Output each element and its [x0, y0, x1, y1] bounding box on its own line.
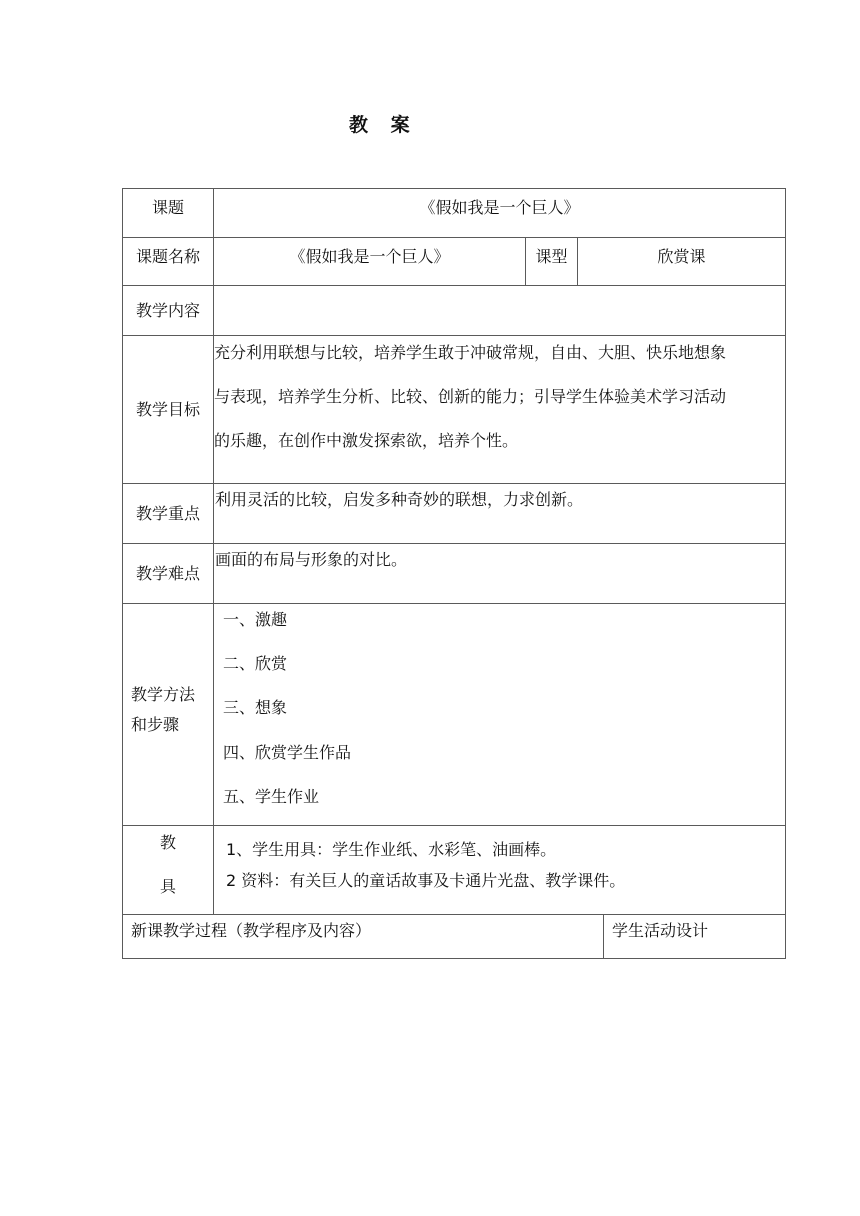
step-item: 三、想象 — [223, 698, 288, 717]
content-value-cell — [213, 285, 786, 336]
topic-name-value: 《假如我是一个巨人》 — [289, 247, 450, 266]
tools-line: 1、学生用具：学生作业纸、水彩笔、油画棒。 — [226, 840, 557, 859]
document-title: 教 案 — [349, 114, 418, 136]
difficulty-value: 画面的布局与形象的对比。 — [215, 550, 408, 569]
topic-value-cell — [213, 188, 786, 238]
topic-label-cell — [122, 188, 214, 238]
tools-label-line1: 教 — [160, 833, 177, 852]
step-item: 四、欣赏学生作品 — [223, 743, 352, 762]
step-item: 一、激趣 — [223, 610, 288, 629]
method-steps-cell — [213, 603, 786, 826]
goal-label-cell — [122, 335, 214, 484]
goal-line: 的乐趣，在创作中激发探索欲，培养个性。 — [214, 431, 519, 450]
difficulty-label: 教学难点 — [135, 563, 200, 583]
tools-label-cell — [122, 825, 214, 915]
topic-value: 《假如我是一个巨人》 — [419, 198, 580, 217]
type-label: 课型 — [535, 247, 568, 266]
key-label-cell — [122, 483, 214, 544]
topic-name-label: 课题名称 — [135, 247, 200, 266]
method-label-line2: 和步骤 — [131, 715, 180, 734]
topic-label: 课题 — [151, 198, 184, 217]
method-label-line1: 教学方法 — [131, 685, 196, 704]
goal-value-cell — [213, 335, 786, 484]
content-label-cell — [122, 285, 214, 336]
goal-label: 教学目标 — [135, 399, 200, 419]
step-item: 五、学生作业 — [223, 787, 320, 806]
activity-label: 学生活动设计 — [612, 921, 709, 940]
tools-value-cell — [213, 825, 786, 915]
goal-line: 充分利用联想与比较，培养学生敢于冲破常规，自由、大胆、快乐地想象 — [214, 343, 727, 362]
difficulty-value-cell — [213, 543, 786, 604]
content-label: 教学内容 — [135, 300, 200, 320]
type-value-cell — [577, 237, 786, 286]
type-value: 欣赏课 — [657, 247, 706, 266]
type-label-cell — [525, 237, 578, 286]
key-label: 教学重点 — [135, 503, 200, 523]
goal-line: 与表现，培养学生分析、比较、创新的能力；引导学生体验美术学习活动 — [214, 387, 727, 406]
process-label: 新课教学过程（教学程序及内容） — [131, 921, 372, 940]
tools-line: 2 资料：有关巨人的童话故事及卡通片光盘、教学课件。 — [226, 871, 626, 890]
activity-label-cell — [603, 914, 786, 959]
key-value-cell — [213, 483, 786, 544]
step-item: 二、欣赏 — [223, 654, 288, 673]
difficulty-label-cell — [122, 543, 214, 604]
topic-name-value-cell — [213, 237, 526, 286]
method-label-cell — [122, 603, 214, 826]
topic-name-label-cell — [122, 237, 214, 286]
tools-label-line2: 具 — [160, 877, 177, 896]
process-label-cell — [122, 914, 604, 959]
key-value: 利用灵活的比较，启发多种奇妙的联想，力求创新。 — [215, 490, 584, 509]
